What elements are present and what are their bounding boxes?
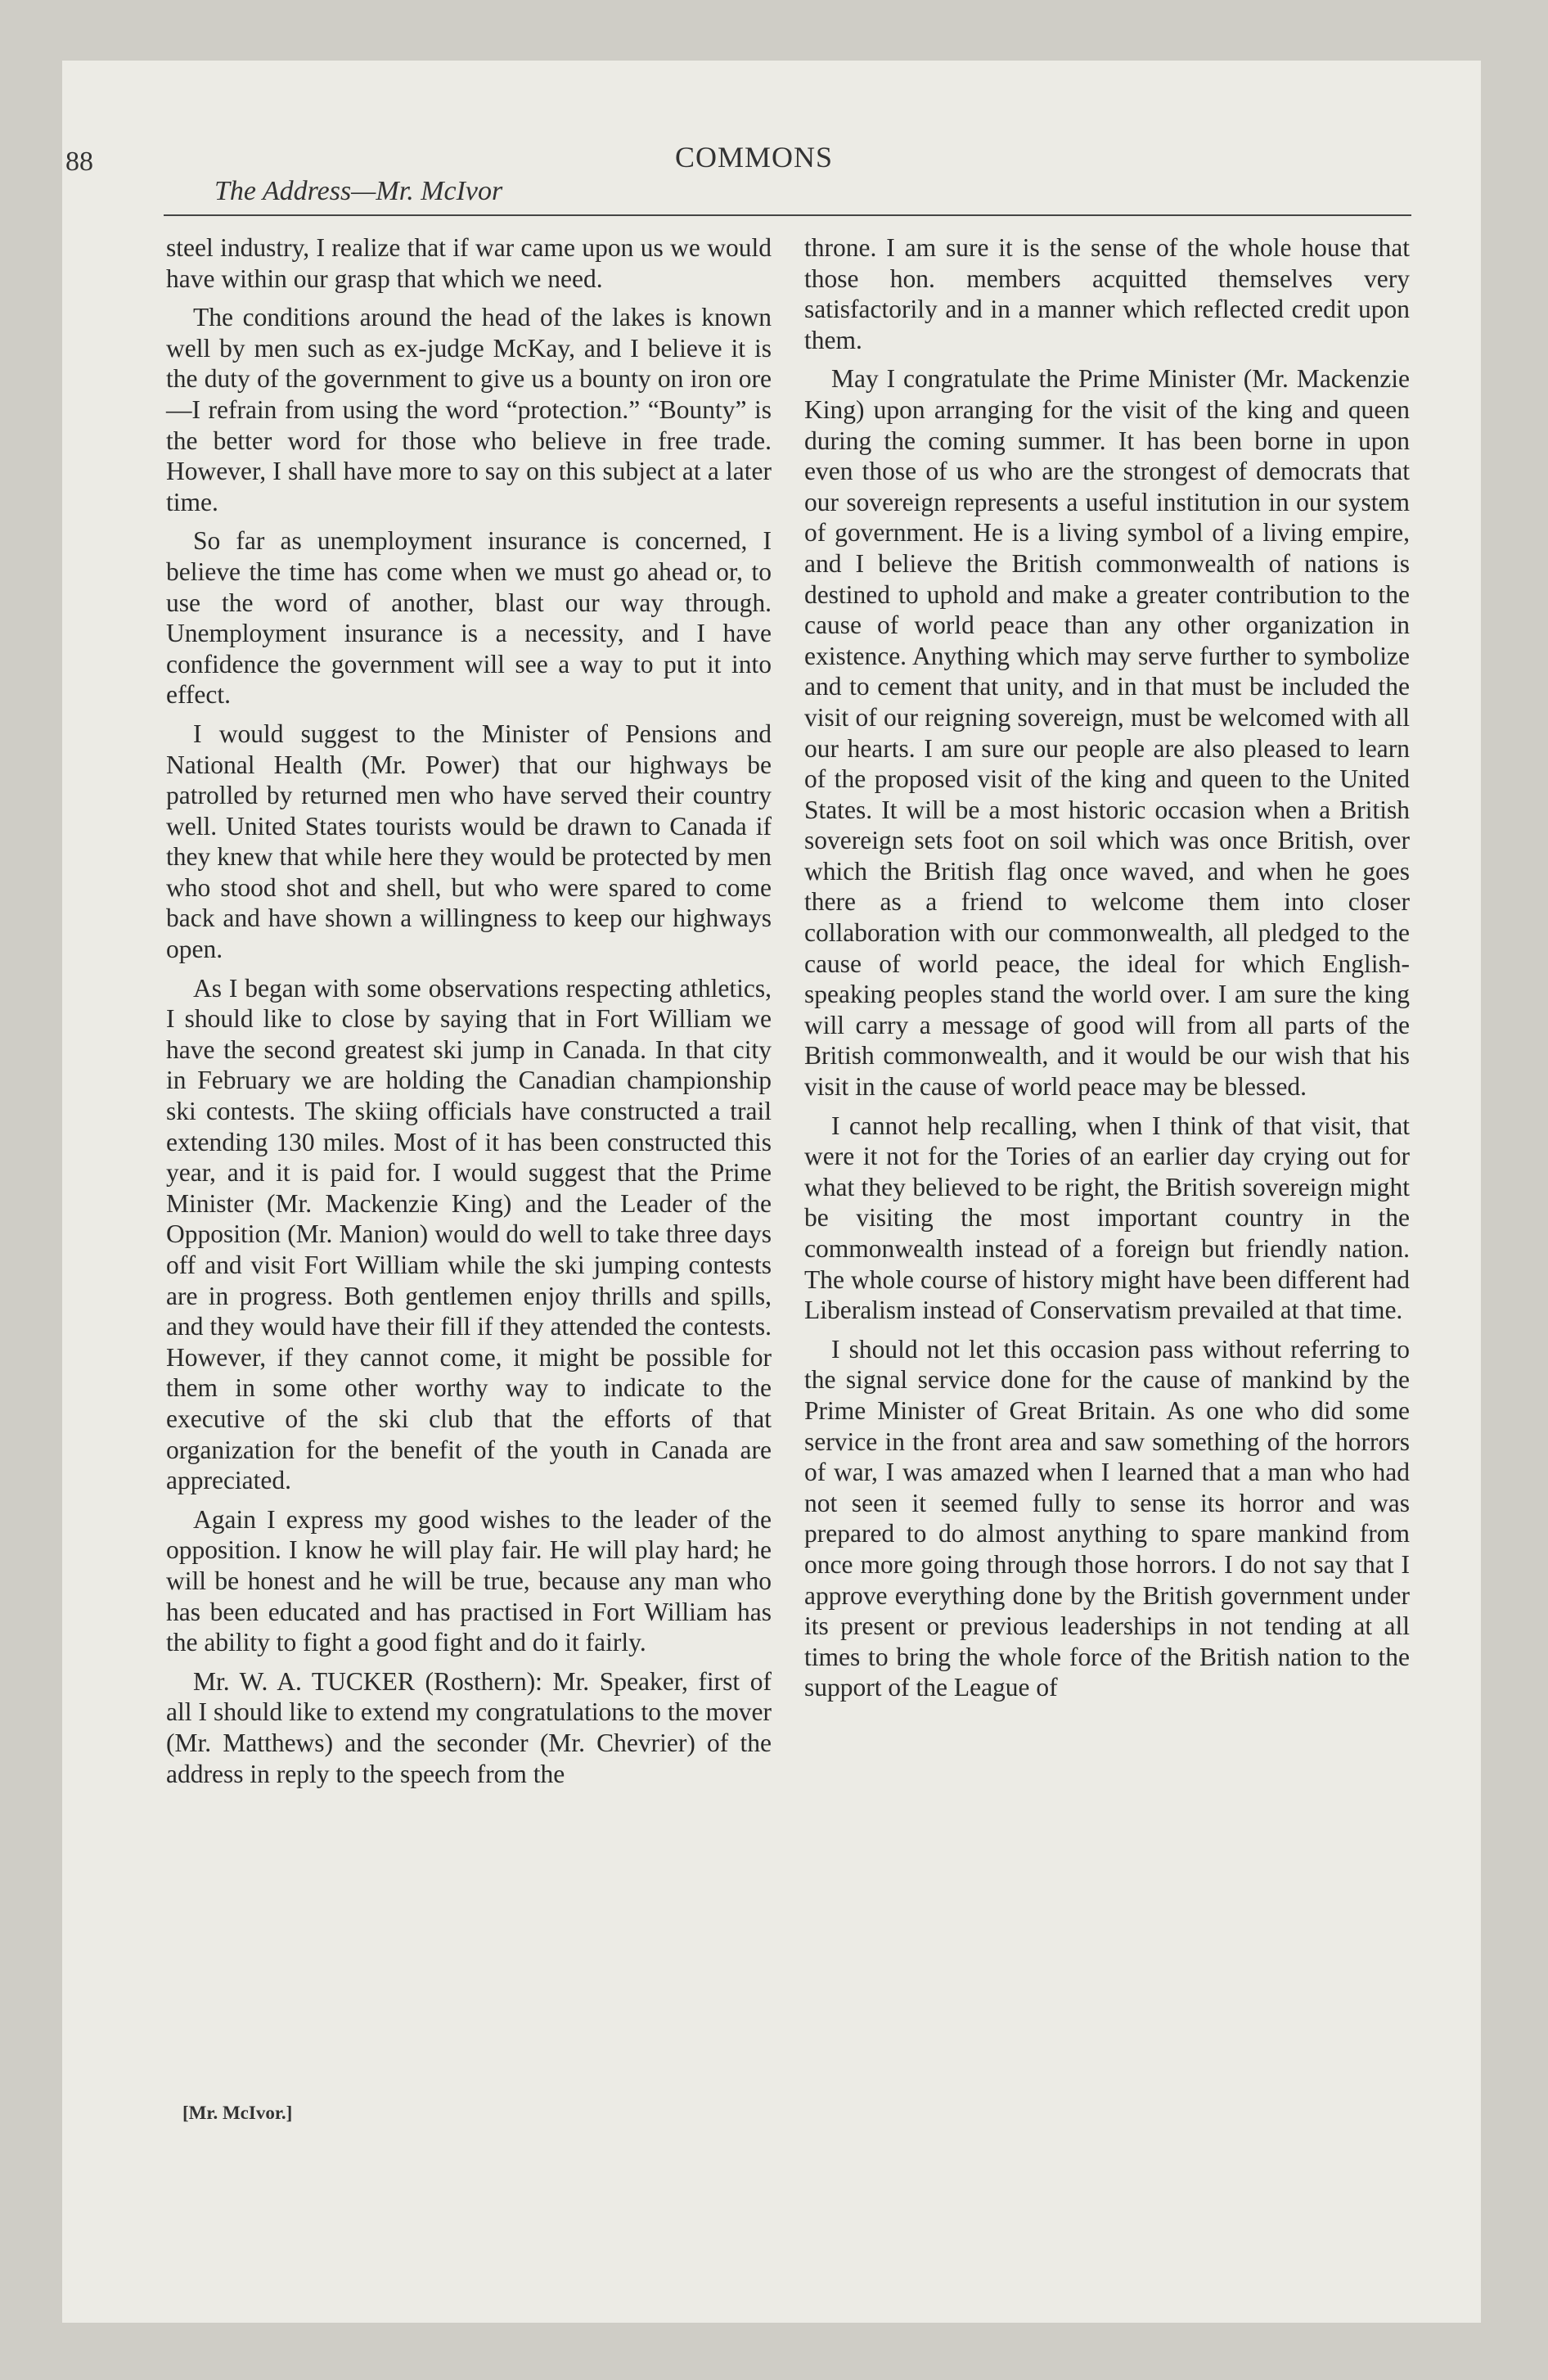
paragraph: I cannot help recalling, when I think of that visit, that were it not for the Tories of an earlier day crying out for what they believed to be right, the British sovereign might be visiting the most important country in the commonwealth instead of a foreign but friendly nation. The whole course of history might have been different had Liberalism instead of Conservatism prevailed at that time. [804,1111,1410,1325]
paragraph: Again I express my good wishes to the leader of the opposition. I know he will play fair. He will play hard; he will be honest and he will be true, because any man who has been educated and has practised in Fort William has the ability to fight a good fight and do it fairly. [166,1504,772,1657]
speaker-paragraph: Mr. W. A. TUCKER (Rosthern): Mr. Speaker, first of all I should like to extend my congratulations to the mover (Mr. Matthews) and the seconder (Mr. Chevrier) of the address in reply to the speech from the [166,1666,772,1788]
right-column [804,232,1410,1711]
paragraph: May I congratulate the Prime Minister (Mr. Mackenzie King) upon arranging for the visit of the king and queen during the coming summer. It has been borne in upon even those of us who are the strongest of democrats that our sovereign represents a useful institution in our system of government. He is a living symbol of a living empire, and I believe the British commonwealth of nations is destined to uphold and make a greater contribution to the cause of world peace than any other organization in existence. Anything which may serve further to symbolize and to cement that unity, and in that must be included the visit of our reigning sovereign, must be welcomed with all our hearts. I am sure our people are also pleased to learn of the proposed visit of the king and queen to the United States. It will be a most historic occasion when a British sovereign sets foot on soil which was once British, over which the British flag once waved, and when he goes there as a friend to welcome them into closer collaboration with our commonwealth, all pledged to the cause of world peace, the ideal for which English-speaking peoples stand the world over. I am sure the king will carry a message of good will from all parts of the British commonwealth, and it would be our wish that his visit in the cause of world peace may be blessed. [804,364,1410,1102]
paragraph: throne. I am sure it is the sense of the whole house that those hon. members acquitted themselves very satisfactorily and in a manner which reflected credit upon them. [804,233,1410,354]
paragraph: The conditions around the head of the lakes is known well by men such as ex-judge McKay, and I believe it is the duty of the government to give us a bounty on iron ore —I refrain from using the word “protection.” “Bounty” is the better word for those who believe in free trade. However, I shall have more to say on this subject at a later time. [166,303,772,516]
paragraph: I would suggest to the Minister of Pensions and National Health (Mr. Power) that our highways be patrolled by returned men who have served their country well. United States tourists would be drawn to Canada if they knew that while here they would be protected by men who stood shot and shell, but who were spared to come back and have shown a willingness to keep our highways open. [166,719,772,964]
section-title: COMMONS [675,141,834,174]
left-column [166,232,772,1797]
paragraph: steel industry, I realize that if war came upon us we would have within our grasp that which we need. [166,233,772,293]
page-number: 88 [65,146,93,177]
paragraph: So far as unemployment insurance is concerned, I believe the time has come when we must go ahead or, to use the word of another, blast our way through. Unemployment insurance is a necessity, and I have confidence the government will see a way to put it into effect. [166,526,772,710]
paragraph: I should not let this occasion pass without referring to the signal service done for the cause of mankind by the Prime Minister of Great Britain. As one who did some service in the front area and saw something of the horrors of war, I was amazed when I learned that a man who had not seen it seemed fully to sense its horror and was prepared to do almost anything to spare mankind from once more going through those horrors. I do not say that I approve everything done by the British government under its present or previous leaderships in not tending at all times to bring the whole force of the British nation to the support of the League of [804,1334,1410,1702]
running-head: The Address—Mr. McIvor [214,176,503,206]
paragraph: As I began with some observations respecting athletics, I should like to close by saying that in Fort William we have the second greatest ski jump in Canada. In that city in February we are holding the Canadian championship ski contests. The skiing officials have constructed a trail extending 130 miles. Most of it has been constructed this year, and it is paid for. I would suggest that the Prime Minister (Mr. Mackenzie King) and the Leader of the Opposition (Mr. Manion) would do well to take three days off and visit Fort William while the ski jumping contests are in progress. Both gentlemen enjoy thrills and spills, and they would have their fill if they attended the contests. However, if they cannot come, it might be possible for them in some other worthy way to indicate to the executive of the ski club that the efforts of that organization for the benefit of the youth in Canada are appreciated. [166,973,772,1495]
header-rule [164,214,1411,216]
footer-note: [Mr. McIvor.] [182,2103,293,2123]
